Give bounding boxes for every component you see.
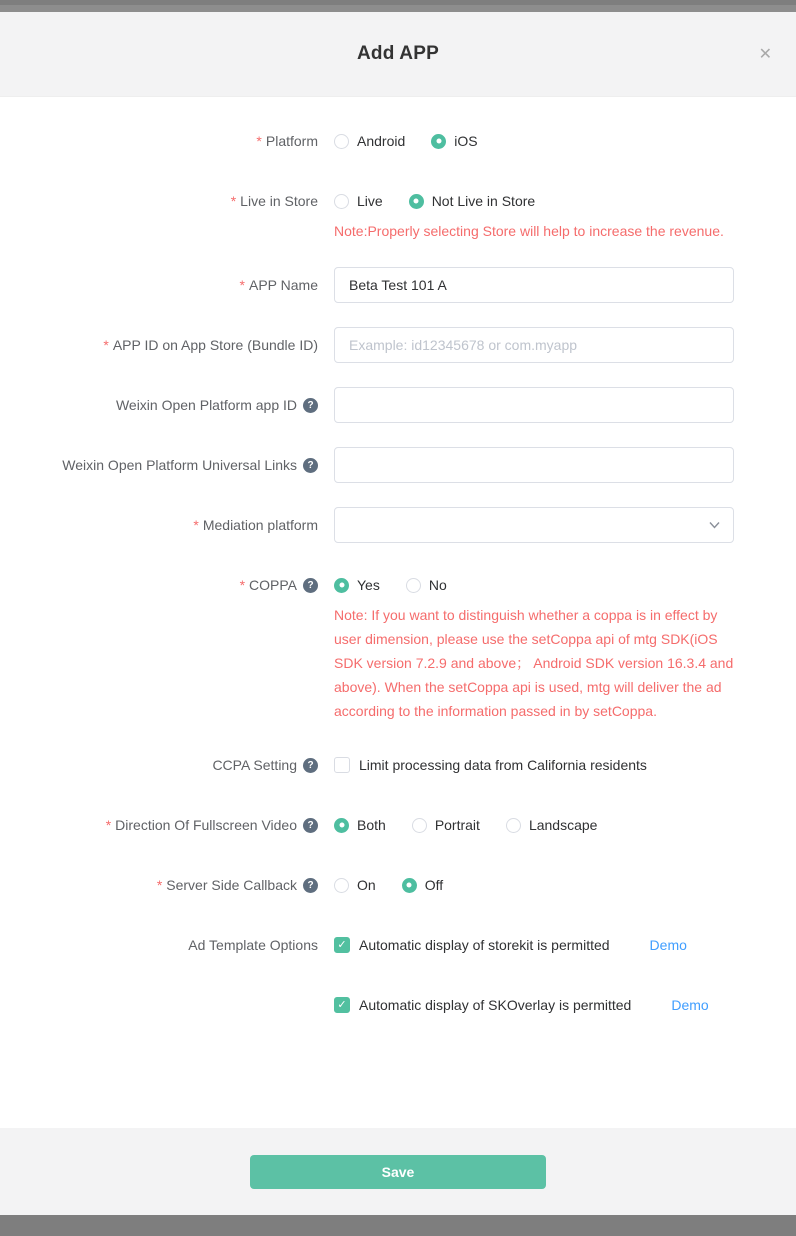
radio-checked-icon bbox=[402, 878, 417, 893]
weixin-app-id-row bbox=[0, 387, 796, 423]
required-asterisk: * bbox=[256, 133, 262, 149]
save-button[interactable]: Save bbox=[250, 1155, 546, 1189]
required-asterisk: * bbox=[103, 337, 109, 353]
radio-not-live[interactable]: Not Live in Store bbox=[409, 193, 536, 209]
radio-icon bbox=[334, 878, 349, 893]
ccpa-checkbox-option[interactable]: Limit processing data from California residents bbox=[334, 757, 647, 773]
chevron-down-icon bbox=[708, 519, 721, 532]
checkbox-unchecked-icon bbox=[334, 757, 350, 773]
radio-callback-off[interactable]: Off bbox=[402, 877, 443, 893]
storekit-checkbox-option[interactable]: ✓ Automatic display of storekit is permitted bbox=[334, 937, 610, 953]
live-in-store-row bbox=[0, 183, 796, 243]
radio-icon bbox=[406, 578, 421, 593]
required-asterisk: * bbox=[105, 817, 112, 833]
radio-icon bbox=[334, 194, 349, 209]
radio-callback-on[interactable]: On bbox=[334, 877, 376, 893]
mediation-platform-row bbox=[0, 507, 796, 543]
radio-coppa-no[interactable]: No bbox=[406, 577, 447, 593]
ad-template-label: Ad Template Options bbox=[188, 937, 318, 953]
radio-checked-icon bbox=[431, 134, 446, 149]
required-asterisk: * bbox=[239, 277, 245, 293]
help-icon[interactable]: ? bbox=[303, 398, 318, 413]
weixin-app-id-input[interactable] bbox=[334, 387, 734, 423]
direction-label: * Direction Of Fullscreen Video ? bbox=[0, 807, 318, 843]
modal-header bbox=[0, 12, 796, 97]
app-name-row bbox=[0, 267, 796, 303]
ad-template-storekit-row bbox=[0, 927, 796, 963]
mediation-platform-select[interactable] bbox=[334, 507, 734, 543]
checkbox-checked-icon: ✓ bbox=[334, 937, 350, 953]
radio-checked-icon bbox=[334, 818, 349, 833]
help-icon[interactable]: ? bbox=[303, 758, 318, 773]
help-icon[interactable]: ? bbox=[303, 878, 318, 893]
live-in-store-note: Note:Properly selecting Store will help to increase the revenue. bbox=[334, 223, 724, 239]
required-asterisk: * bbox=[193, 517, 199, 533]
help-icon[interactable]: ? bbox=[303, 578, 318, 593]
page-backdrop-bottom bbox=[0, 1215, 796, 1236]
server-callback-label: * Server Side Callback ? bbox=[0, 867, 318, 903]
coppa-note: Note: If you want to distinguish whether a coppa is in effect by user dimension, please use the setCoppa api of mtg SDK(iOS SDK version 7.2.9 and above； Android SDK version 16.3.4 and above). When the setCoppa api is used, mtg will deliver the ad according to the information passed in by setCoppa. bbox=[334, 607, 734, 719]
radio-platform-android[interactable]: Android bbox=[334, 133, 405, 149]
page-backdrop-top bbox=[0, 5, 796, 12]
radio-direction-both[interactable]: Both bbox=[334, 817, 386, 833]
weixin-universal-links-label: Weixin Open Platform Universal Links ? bbox=[0, 447, 318, 483]
radio-direction-landscape[interactable]: Landscape bbox=[506, 817, 598, 833]
coppa-row bbox=[0, 567, 796, 723]
close-icon[interactable]: ✕ bbox=[758, 44, 772, 63]
checkbox-checked-icon: ✓ bbox=[334, 997, 350, 1013]
radio-icon bbox=[506, 818, 521, 833]
add-app-modal bbox=[0, 12, 796, 1215]
app-name-input[interactable] bbox=[334, 267, 734, 303]
modal-body bbox=[0, 97, 796, 1128]
help-icon[interactable]: ? bbox=[303, 458, 318, 473]
radio-icon bbox=[412, 818, 427, 833]
radio-checked-icon bbox=[334, 578, 349, 593]
skoverlay-demo-link[interactable]: Demo bbox=[671, 997, 709, 1013]
required-asterisk: * bbox=[239, 577, 246, 593]
radio-direction-portrait[interactable]: Portrait bbox=[412, 817, 480, 833]
mediation-platform-label: * Mediation platform bbox=[193, 517, 318, 533]
coppa-label: * COPPA ? bbox=[0, 567, 318, 603]
platform-row bbox=[0, 123, 796, 159]
bundle-id-input[interactable] bbox=[334, 327, 734, 363]
storekit-demo-link[interactable]: Demo bbox=[649, 937, 687, 953]
modal-footer bbox=[0, 1128, 796, 1215]
skoverlay-checkbox-option[interactable]: ✓ Automatic display of SKOverlay is permitted bbox=[334, 997, 631, 1013]
bundle-id-label: * APP ID on App Store (Bundle ID) bbox=[103, 337, 318, 353]
help-icon[interactable]: ? bbox=[303, 818, 318, 833]
ccpa-label: CCPA Setting ? bbox=[0, 747, 318, 783]
required-asterisk: * bbox=[156, 877, 163, 893]
radio-icon bbox=[334, 134, 349, 149]
weixin-app-id-label: Weixin Open Platform app ID ? bbox=[0, 387, 318, 423]
app-name-label: * APP Name bbox=[239, 277, 318, 293]
ad-template-skoverlay-row bbox=[0, 987, 796, 1023]
ad-template-label-spacer bbox=[0, 987, 318, 1023]
bundle-id-row bbox=[0, 327, 796, 363]
server-callback-row bbox=[0, 867, 796, 903]
weixin-universal-links-row bbox=[0, 447, 796, 483]
live-in-store-label: * Live in Store bbox=[230, 193, 318, 209]
radio-live[interactable]: Live bbox=[334, 193, 383, 209]
platform-label: * Platform bbox=[256, 133, 318, 149]
direction-row bbox=[0, 807, 796, 843]
required-asterisk: * bbox=[230, 193, 237, 209]
weixin-universal-links-input[interactable] bbox=[334, 447, 734, 483]
ccpa-row bbox=[0, 747, 796, 783]
radio-checked-icon bbox=[409, 194, 424, 209]
radio-platform-ios[interactable]: iOS bbox=[431, 133, 477, 149]
modal-title: Add APP bbox=[357, 43, 439, 64]
radio-coppa-yes[interactable]: Yes bbox=[334, 577, 380, 593]
